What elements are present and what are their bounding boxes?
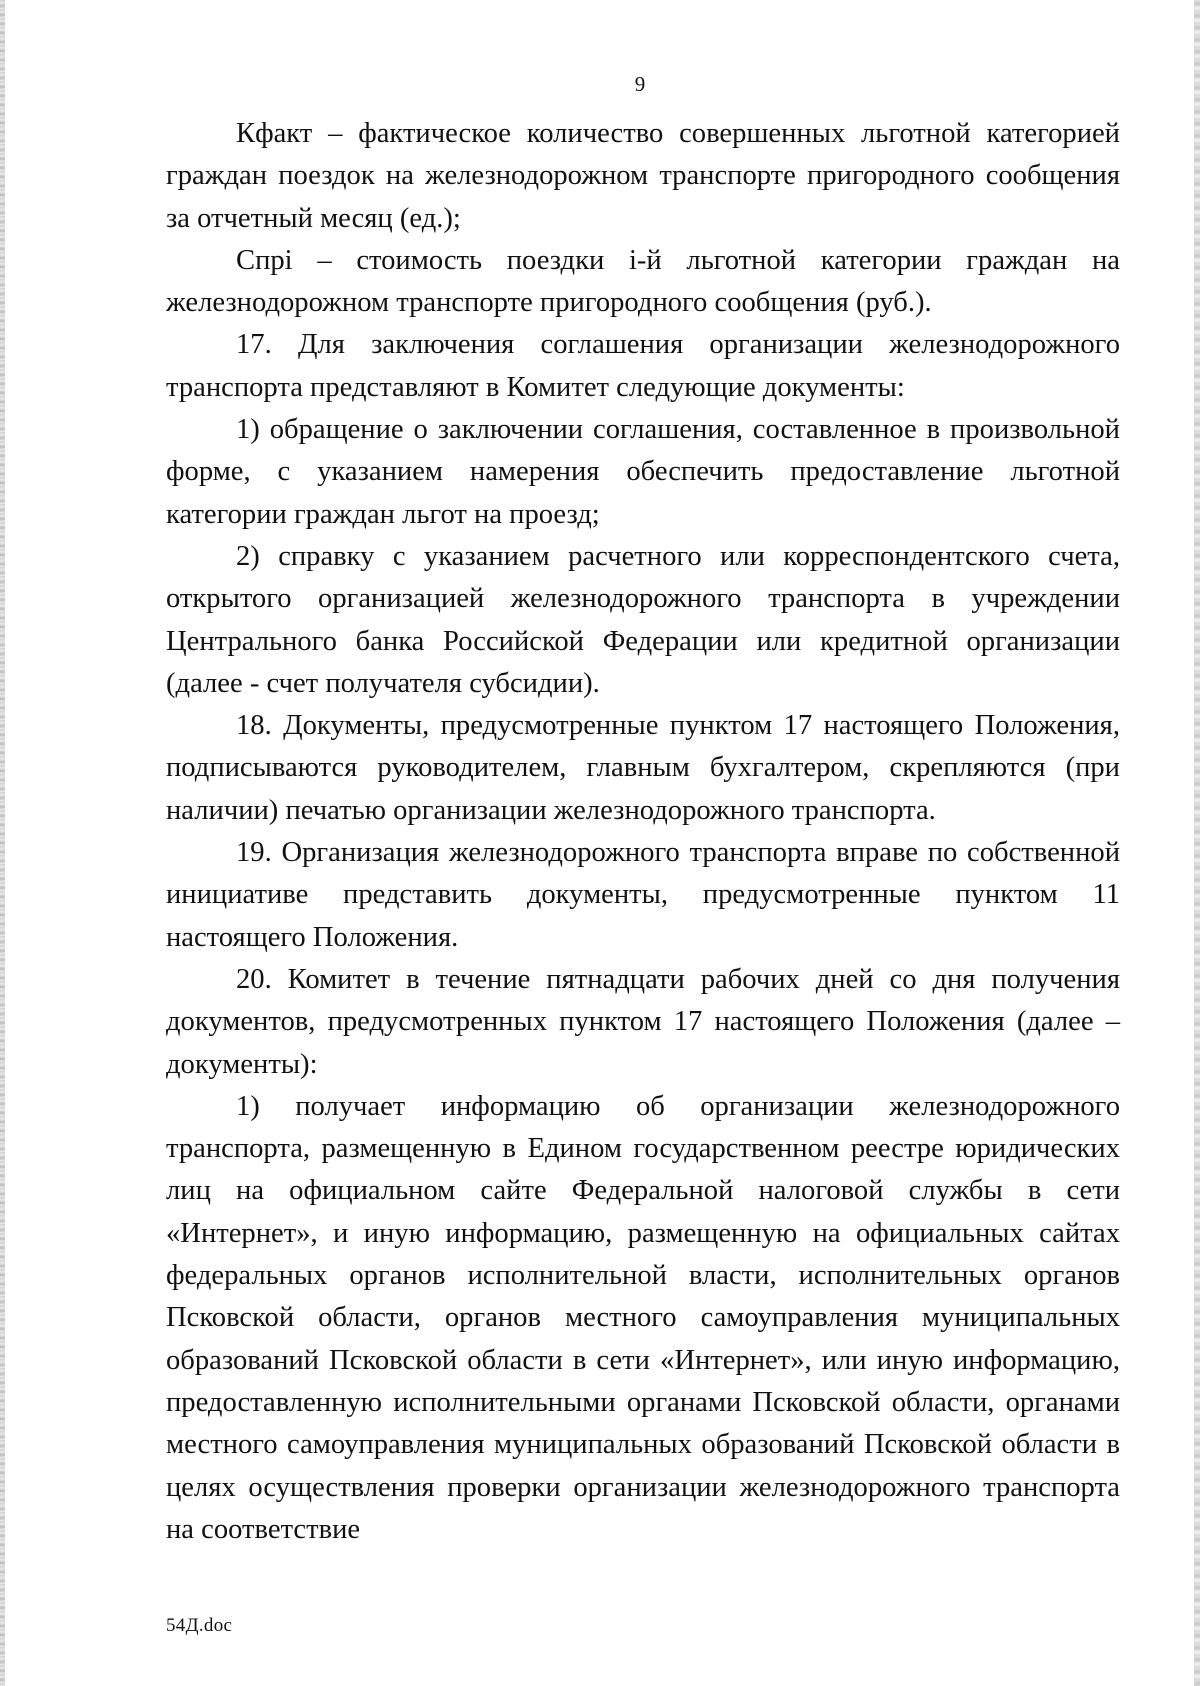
paragraph-kfakt: Кфакт – фактическое количество совершенных льготной категорией граждан поездок на железнодорожном транспорте пригородного сообщения за отчетный месяц (ед.); [166,118,1120,234]
scan-edge-left [0,0,5,1686]
paragraph-cpri: Cпрi – стоимость поездки i-й льготной категории граждан на железнодорожном транспорте пригородного сообщения (руб.). [166,244,1120,319]
footer-filename: 54Д.doc [166,1615,233,1636]
paragraph-17-item-2: 2) справку с указанием расчетного или корреспондентского счета, открытого организацией железнодорожного транспорта в учреждении Центрального банка Российской Федерации или кредитной организации (далее - счет получателя субсидии). [166,540,1120,699]
paragraph-19: 19. Организация железнодорожного транспорта вправе по собственной инициативе представить документы, предусмотренные пунктом 11 настоящего Положения. [166,837,1120,953]
page-number: 9 [634,72,646,96]
paragraph-17: 17. Для заключения соглашения организации железнодорожного транспорта представляют в Комитет следующие документы: [166,329,1120,403]
paragraph-17-item-1: 1) обращение о заключении соглашения, составленное в произвольной форме, с указанием намерения обеспечить предоставление льготной категории граждан льгот на проезд; [166,414,1120,530]
scan-edge-right [1194,0,1200,1686]
paragraph-18: 18. Документы, предусмотренные пунктом 17 настоящего Положения, подписываются руководителем, главным бухгалтером, скрепляются (при наличии) печатью организации железнодорожного транспорта. [166,710,1120,826]
paragraph-20: 20. Комитет в течение пятнадцати рабочих дней со дня получения документов, предусмотренных пунктом 17 настоящего Положения (далее – документы): [166,963,1120,1080]
paragraph-20-item-1: 1) получает информацию об организации железнодорожного транспорта, размещенную в Едином государственном реестре юридических лиц на официальном сайте Федеральной налоговой службы в сети «Интернет», и иную информацию, размещенную на официальных сайтах федеральных органов исполнительной власти, исполнительных органов Псковской области, органов местного самоуправления муниципальных образований Псковской области в сети «Интернет», или иную информацию, предоставленную исполнительными органами Псковской области, органами местного самоуправления муниципальных образований Псковской области в целях осуществления проверки организации железнодорожного транспорта на соответствие [166,1090,1120,1545]
document-body [166,113,1120,1551]
